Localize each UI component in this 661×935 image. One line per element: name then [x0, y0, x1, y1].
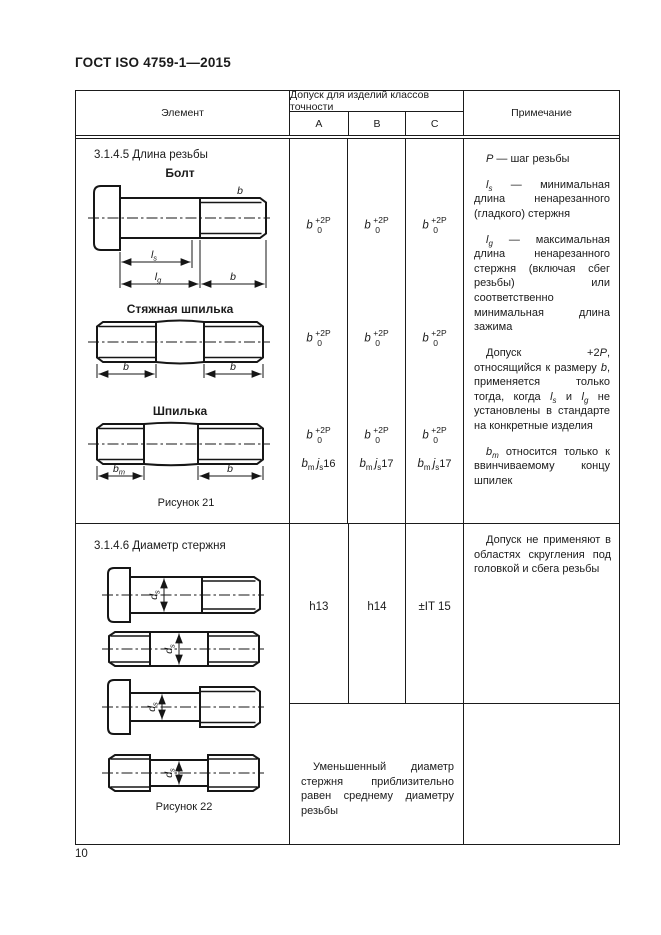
figure-tie-stud-title: Стяжная шпилька [126, 302, 234, 316]
tolerance-value: b +2P 0 [364, 328, 389, 348]
merged-note-paragraph: Уменьшенный диаметр стержня приблизительно равен среднему диаметру резьбы [301, 761, 454, 817]
column-header-element: Элемент [161, 107, 204, 119]
document-title: ГОСТ ISO 4759-1—2015 [75, 55, 231, 70]
bolt-full-shank-drawing [104, 564, 264, 626]
column-group-tolerance [289, 91, 463, 135]
cell-class-a-shank: h13 [309, 600, 329, 613]
figure-21-caption: Рисунок 21 [157, 497, 215, 509]
figure-bolt-title: Болт [165, 166, 195, 180]
tolerance-group-title: Допуск для изделий классов точности [290, 91, 463, 112]
note-cell-thread-length [463, 139, 619, 523]
dim-label-lg: $l_g$ [154, 271, 162, 285]
note-paragraph: $b_m$ относится только к ввинчиваемому концу шпилек [474, 445, 610, 487]
cell-class-c-thread-length [405, 139, 463, 523]
note-paragraph: P — шаг резьбы [486, 153, 570, 165]
tolerance-value: b +2P 0 [422, 425, 447, 445]
figure-tie-stud [88, 302, 272, 382]
tolerance-value-bm: $b_m$ $j_s16$ [301, 458, 336, 473]
table-header [76, 91, 619, 135]
stud-full-shank-drawing [104, 628, 264, 670]
figure-stud [88, 404, 272, 484]
cell-class-b-thread-length [347, 139, 405, 523]
tolerance-value: b +2P 0 [364, 215, 389, 235]
tolerance-value: b +2P 0 [306, 328, 331, 348]
dim-label-bm: $b_m$ [112, 463, 126, 477]
note-paragraph: Допуск +2P, относящийся к размеру b, применяется только тогда, когда $l_s$ и $l_g$ не установлены в стандарте на конкретные изделия [474, 346, 611, 432]
dim-label-ds: $d_s$ [163, 644, 177, 654]
empty-note-cell [464, 704, 619, 844]
dim-label-b-thread: b [237, 185, 243, 197]
tolerance-cells-shank-diameter [289, 524, 463, 844]
element-cell-thread-length [76, 139, 289, 523]
cell-class-c-shank: ±IT 15 [405, 524, 463, 703]
dim-label-ds: $d_s$ [148, 590, 162, 600]
page-number: 10 [75, 848, 88, 860]
dim-label-b-left: b [123, 361, 129, 373]
dim-label-b-right: b [230, 361, 236, 373]
section-title: 3.1.4.5 Длина резьбы [94, 149, 208, 161]
tolerance-value: b +2P 0 [306, 215, 331, 235]
section-title: 3.1.4.6 Диаметр стержня [94, 540, 226, 552]
note-paragraph: $l_s$ — минимальная длина ненарезанного (гладкого) стержня [474, 178, 610, 220]
tie-stud-drawing [88, 318, 272, 382]
table-row-shank-diameter [76, 524, 619, 844]
note-paragraph: Допуск не применяют в областях скругления под головкой и сбега резьбы [474, 534, 611, 576]
figure-22-caption: Рисунок 22 [155, 801, 213, 813]
tolerance-value: b +2P 0 [306, 425, 331, 445]
stud-drawing [88, 420, 272, 484]
dim-label-b: b [230, 271, 236, 283]
figure-bolt [88, 166, 272, 294]
bolt-drawing [88, 182, 272, 294]
column-header-note: Примечание [463, 91, 619, 135]
note-cells-shank-diameter [463, 524, 619, 844]
tolerance-table [75, 90, 620, 845]
table-row-thread-length [76, 139, 619, 524]
figure-stud-title: Шпилька [152, 404, 208, 418]
tolerance-value: b +2P 0 [364, 425, 389, 445]
dim-label-ls: $l_s$ [150, 249, 158, 263]
cell-class-a-thread-length [289, 139, 347, 523]
dim-label-ds: $d_s$ [146, 702, 160, 712]
dim-label-ds: $d_s$ [163, 768, 177, 778]
cell-class-b-shank: h14 [348, 524, 406, 703]
tolerance-value: b +2P 0 [422, 328, 447, 348]
column-header-class-a: A [315, 117, 323, 130]
tolerance-value-bm: $b_m$ $j_s17$ [417, 458, 452, 473]
element-cell-shank-diameter [76, 524, 289, 844]
note-paragraph: $l_g$ — максимальная длина ненарезанного стержня (включая сбег резьбы) или соответственно минимальная длина зажима [474, 233, 610, 334]
bolt-reduced-shank-drawing [104, 676, 264, 738]
column-header-class-b: B [348, 112, 406, 135]
stud-reduced-shank-drawing [104, 750, 264, 796]
dim-label-b: b [227, 463, 233, 475]
note-cell-shank-diameter [464, 524, 619, 704]
tolerance-value-bm: $b_m$ $j_s17$ [359, 458, 394, 473]
column-header-class-c: C [405, 112, 463, 135]
merged-cell-reduced-diameter [290, 704, 463, 844]
tolerance-value: b +2P 0 [422, 215, 447, 235]
